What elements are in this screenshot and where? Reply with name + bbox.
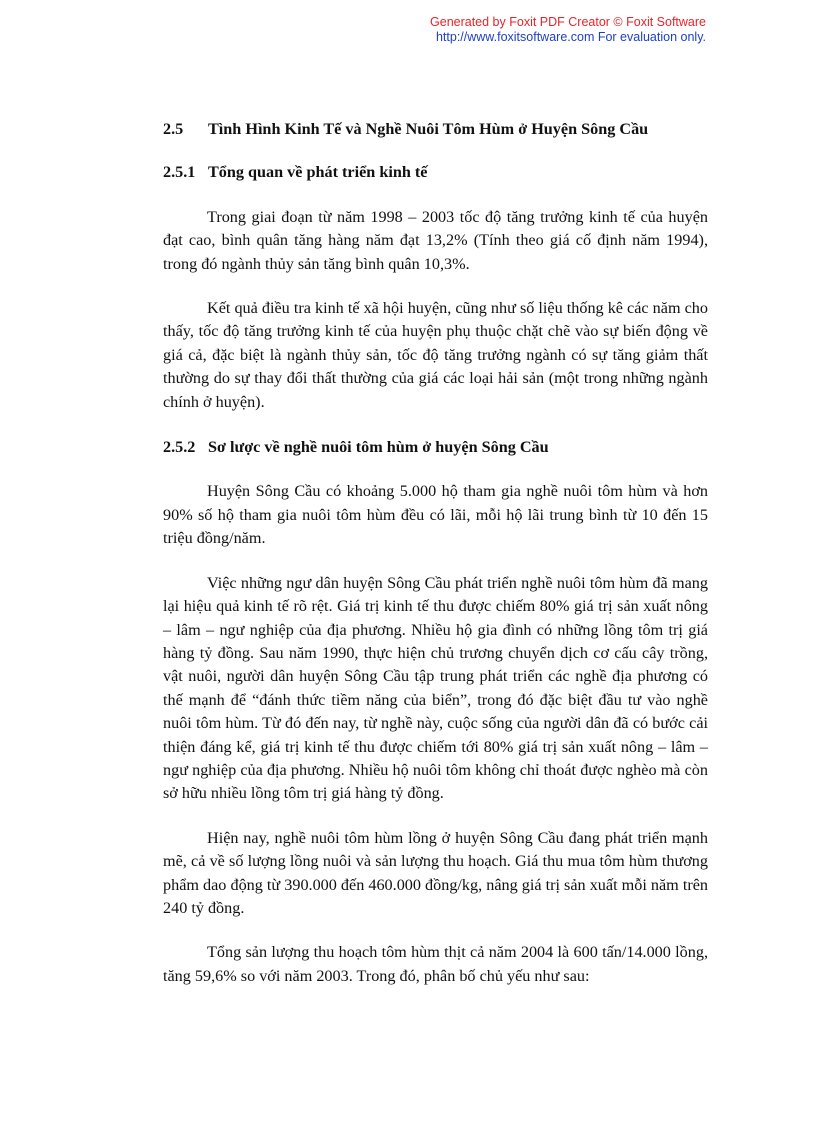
section-title: Tình Hình Kinh Tế và Nghề Nuôi Tôm Hùm ở Huyện Sông Cầu <box>208 120 649 138</box>
watermark-line-2: http://www.foxitsoftware.com For evaluation only. <box>435 30 706 44</box>
foxit-watermark <box>430 15 706 45</box>
watermark-line-1: Generated by Foxit PDF Creator © Foxit Software <box>430 15 706 29</box>
paragraph: Huyện Sông Cầu có khoảng 5.000 hộ tham gia nghề nuôi tôm hùm và hơn 90% số hộ tham gia nuôi tôm hùm đều có lãi, mỗi hộ lãi trung bình từ 10 đến 15 triệu đồng/năm. <box>163 482 708 548</box>
section-heading <box>163 118 708 141</box>
paragraph: Việc những ngư dân huyện Sông Cầu phát triển nghề nuôi tôm hùm đã mang lại hiệu quả kinh tế rõ rệt. Giá trị kinh tế thu được chiếm 80% giá trị sản xuất nông – lâm – ngư nghiệp của địa phương. Nhiều hộ gia đình có những lồng tôm trị giá hàng tỷ đồng. Sau năm 1990, thực hiện chủ trương chuyển dịch cơ cấu cây trồng, vật nuôi, người dân huyện Sông Cầu tập trung phát triển các nghề địa phương có thế mạnh để “đánh thức tiềm năng của biển”, trong đó đặc biệt đầu tư vào nghề nuôi tôm hùm. Từ đó đến nay, từ nghề này, cuộc sống của người dân đã có bước cải thiện đáng kể, giá trị kinh tế thu được chiếm tới 80% giá trị sản xuất nông – lâm – ngư nghiệp của địa phương. Nhiều hộ nuôi tôm không chỉ thoát được nghèo mà còn sở hữu nhiều lồng tôm trị giá hàng tỷ đồng. <box>163 573 708 803</box>
subsection-title: Tổng quan về phát triển kinh tế <box>208 163 428 182</box>
paragraph: Kết quả điều tra kinh tế xã hội huyện, cũng như số liệu thống kê các năm cho thấy, tốc độ tăng trưởng kinh tế của huyện phụ thuộc chặt chẽ vào sự biến động về giá cả, đặc biệt là ngành thủy sản, tốc độ tăng trưởng ngành có sự tăng giảm thất thường do sự thay đổi thất thường của giá các loại hải sản (một trong những ngành chính ở huyện). <box>163 299 708 411</box>
subsection-heading-2-5-1 <box>163 161 708 184</box>
document-body <box>163 118 708 1009</box>
section-number: 2.5 <box>163 120 184 138</box>
paragraph: Hiện nay, nghề nuôi tôm hùm lồng ở huyện Sông Cầu đang phát triển mạnh mẽ, cả về số lượng lồng nuôi và sản lượng thu hoạch. Giá thu mua tôm hùm thương phẩm dao động từ 390.000 đến 460.000 đồng/kg, nâng giá trị sản xuất mỗi năm trên 240 tỷ đồng. <box>163 828 708 917</box>
paragraph: Trong giai đoạn từ năm 1998 – 2003 tốc độ tăng trưởng kinh tế của huyện đạt cao, bình quân tăng hàng năm đạt 13,2% (Tính theo giá cố định năm 1994), trong đó ngành thủy sản tăng bình quân 10,3%. <box>163 207 708 273</box>
subsection-heading-2-5-2 <box>163 436 708 459</box>
paragraph: Tổng sản lượng thu hoạch tôm hùm thịt cả năm 2004 là 600 tấn/14.000 lồng, tăng 59,6% so với năm 2003. Trong đó, phân bố chủ yếu như sau: <box>163 943 708 985</box>
subsection-number: 2.5.2 <box>163 438 196 457</box>
subsection-title: Sơ lược về nghề nuôi tôm hùm ở huyện Sông Cầu <box>208 438 549 457</box>
subsection-number: 2.5.1 <box>163 163 196 182</box>
